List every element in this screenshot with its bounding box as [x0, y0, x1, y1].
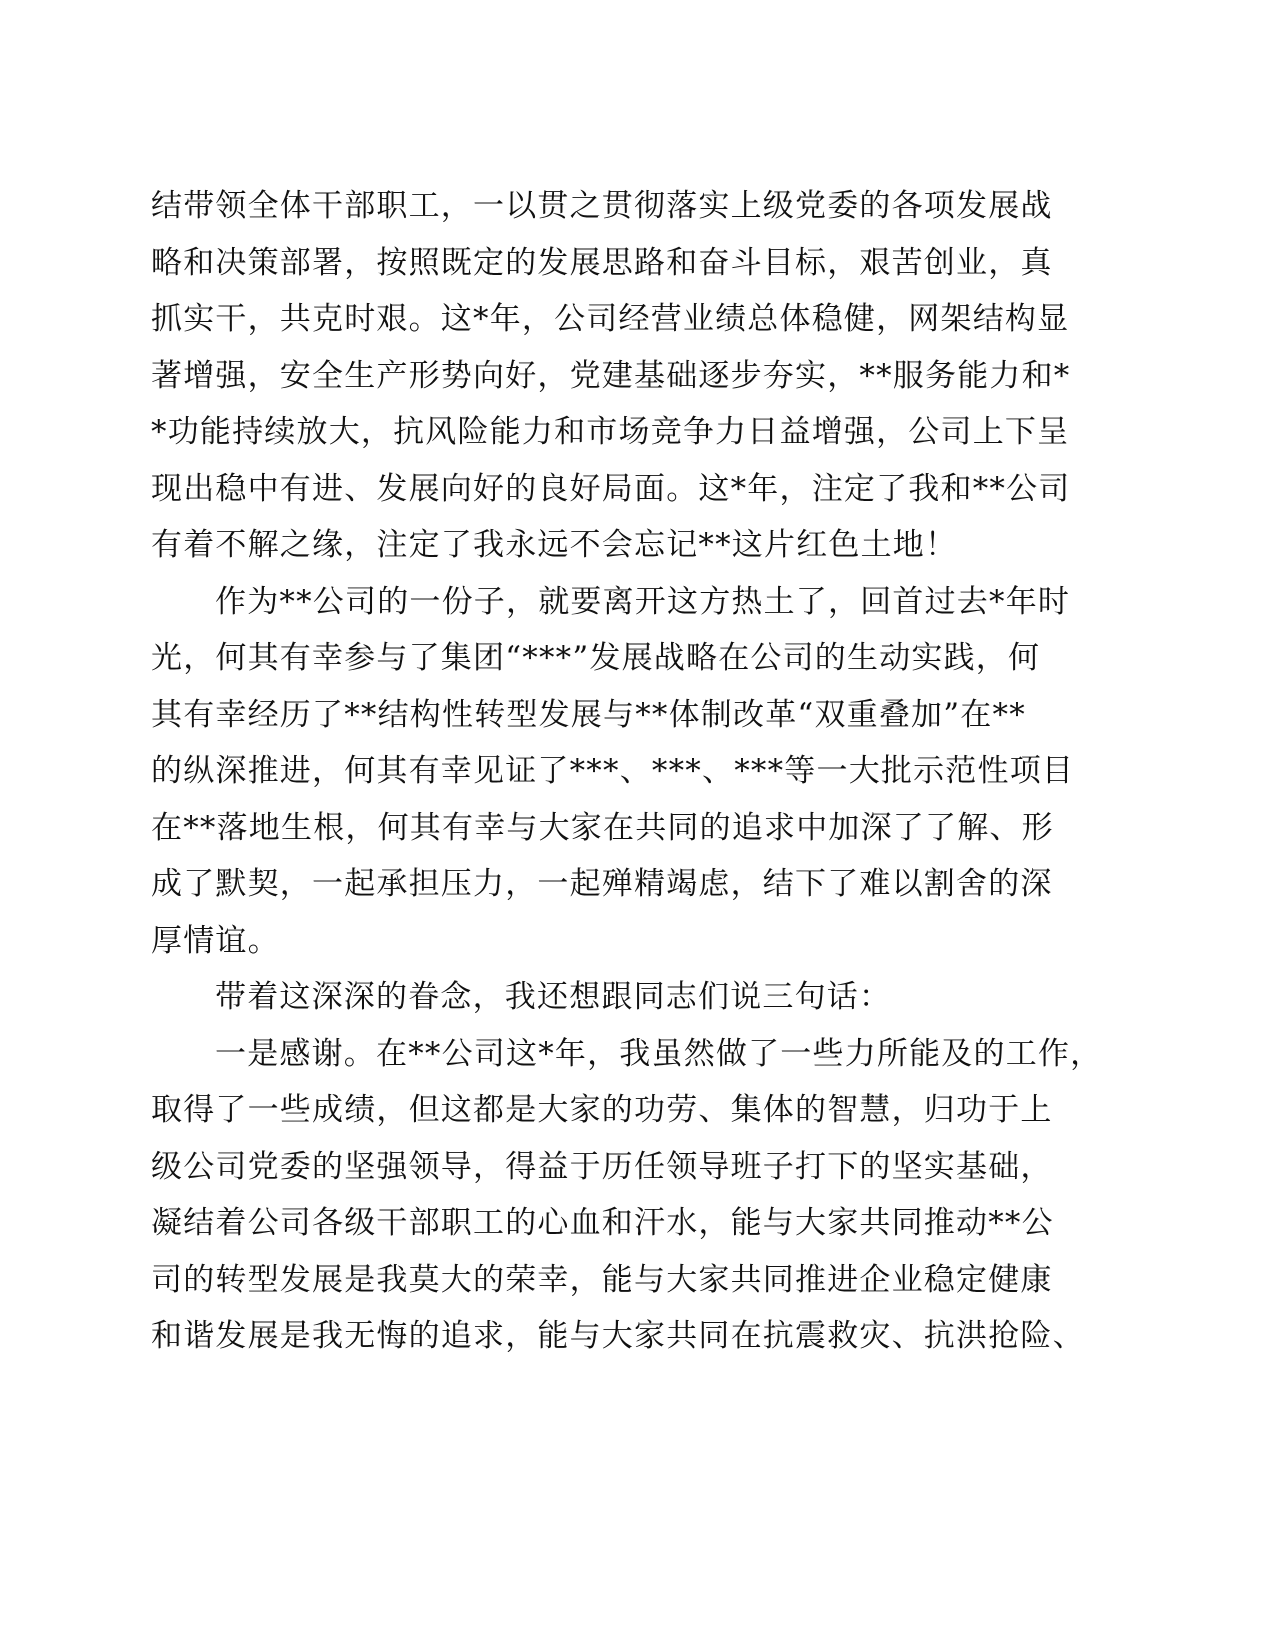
text-line: 的纵深推进，何其有幸见证了***、***、***等一大批示范性项目 [151, 753, 1075, 789]
text-line: *功能持续放大，抗风险能力和市场竞争力日益增强，公司上下呈 [151, 414, 1070, 450]
text-line: 级公司党委的坚强领导，得益于历任领导班子打下的坚实基础， [151, 1148, 1053, 1185]
text-line: 略和决策部署，按照既定的发展思路和奋斗目标，艰苦创业，真 [151, 244, 1053, 281]
text-line: 光，何其有幸参与了集团“***”发展战略在公司的生动实践，何 [151, 640, 1041, 676]
paragraph-first-line: 带着这深深的眷念，我还想跟同志们说三句话： [215, 979, 892, 1015]
text-line: 司的转型发展是我莫大的荣幸，能与大家共同推进企业稳定健康 [151, 1261, 1053, 1298]
text-line: 厚情谊。 [151, 922, 280, 959]
text-line: 抓实干，共克时艰。这*年，公司经营业绩总体稳健，网架结构显 [151, 301, 1070, 337]
paragraph-first-line: 作为**公司的一份子，就要离开这方热土了，回首过去*年时 [215, 583, 1071, 620]
body-text [151, 178, 1111, 1365]
text-line: 其有幸经历了**结构性转型发展与**体制改革“双重叠加”在** [151, 696, 1026, 733]
text-line: 在**落地生根，何其有幸与大家在共同的追求中加深了了解、形 [151, 809, 1054, 846]
text-line: 著增强，安全生产形势向好，党建基础逐步夯实，**服务能力和* [151, 357, 1071, 394]
text-line: 和谐发展是我无悔的追求，能与大家共同在抗震救灾、抗洪抢险、 [151, 1318, 1085, 1354]
text-line: 凝结着公司各级干部职工的心血和汗水，能与大家共同推动**公 [151, 1205, 1054, 1241]
text-line: 现出稳中有进、发展向好的良好局面。这*年，注定了我和**公司 [151, 470, 1071, 507]
text-line: 取得了一些成绩，但这都是大家的功劳、集体的智慧，归功于上 [151, 1092, 1053, 1128]
text-line: 结带领全体干部职工，一以贯之贯彻落实上级党委的各项发展战 [151, 188, 1053, 224]
text-line: 有着不解之缘，注定了我永远不会忘记**这片红色土地！ [151, 527, 958, 563]
text-line: 成了默契，一起承担压力，一起殚精竭虑，结下了难以割舍的深 [151, 866, 1053, 902]
paragraph-first-line: 一是感谢。在**公司这*年，我虽然做了一些力所能及的工作， [215, 1035, 1103, 1072]
